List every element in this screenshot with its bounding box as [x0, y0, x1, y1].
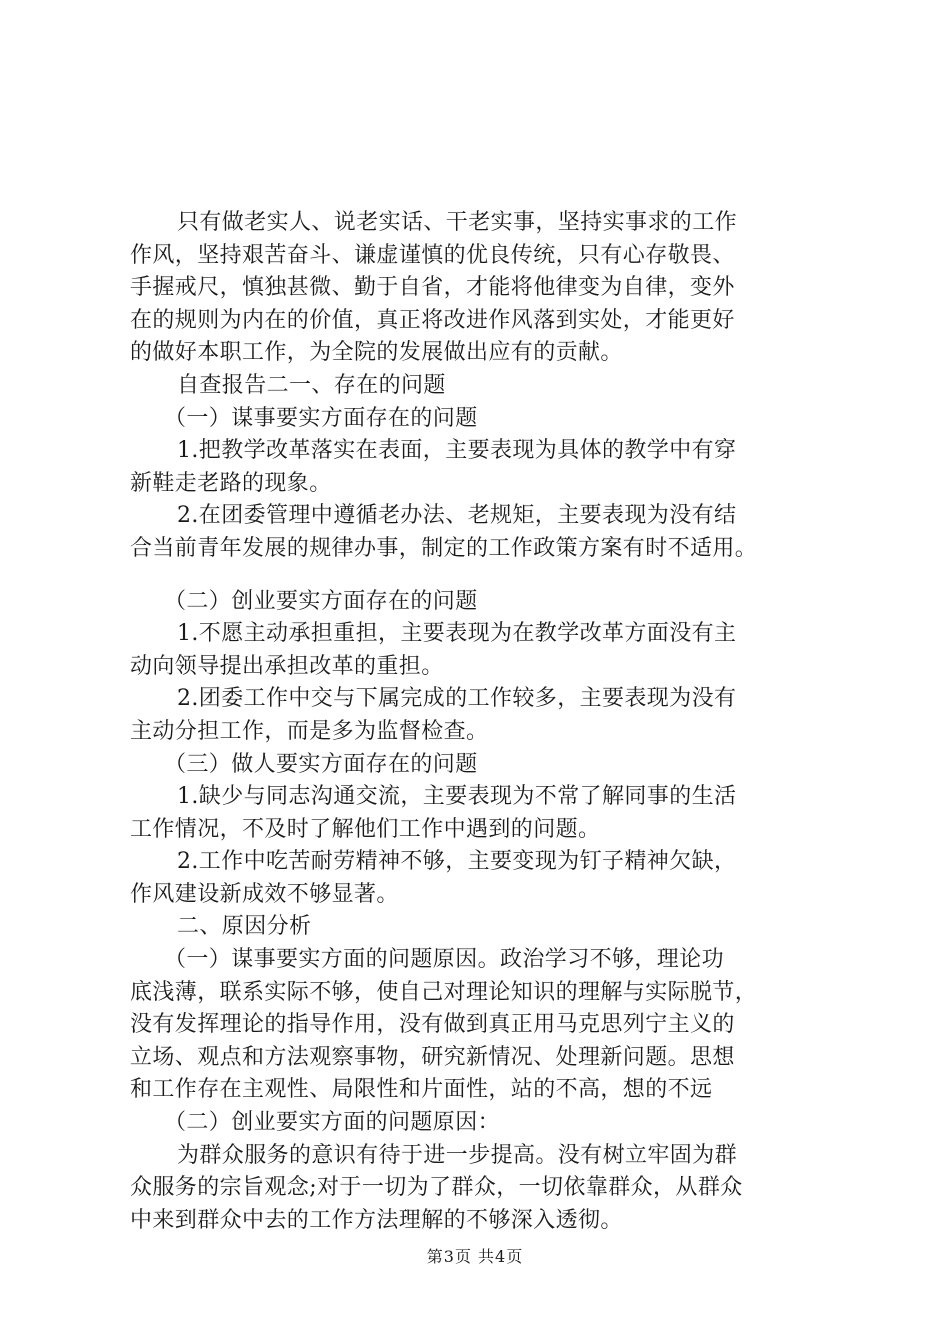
text-line: 2.团委工作中交与下属完成的工作较多，主要表现为没有 — [177, 686, 737, 712]
text-line: 在的规则为内在的价值，真正将改进作风落到实处，才能更好 — [130, 307, 735, 333]
text-line: 没有发挥理论的指导作用，没有做到真正用马克思列宁主义的 — [130, 1012, 735, 1038]
paragraph — [130, 944, 850, 1107]
paragraph — [130, 370, 850, 403]
page-footer: 第3页 共4页 — [426, 1247, 524, 1266]
text-line: （一）谋事要实方面存在的问题 — [164, 405, 478, 431]
paragraph — [130, 435, 850, 500]
paragraph — [130, 911, 850, 944]
paragraph — [130, 749, 850, 782]
text-line: 1.缺少与同志沟通交流，主要表现为不常了解同事的生活 — [177, 784, 737, 810]
text-line: 立场、观点和方法观察事物，研究新情况、处理新问题。思想 — [130, 1044, 735, 1070]
text-line: 作风建设新成效不够显著。 — [130, 881, 399, 907]
text-line: 动向领导提出承担改革的重担。 — [130, 653, 444, 679]
text-line: 作风，坚持艰苦奋斗、谦虚谨慎的优良传统，只有心存敬畏、 — [130, 242, 735, 268]
text-line: 自查报告二一、存在的问题 — [177, 372, 446, 398]
text-line: 1.不愿主动承担重担，主要表现为在教学改革方面没有主 — [177, 621, 737, 647]
paragraph — [130, 683, 850, 748]
text-line: 1.把教学改革落实在表面，主要表现为具体的教学中有穿 — [177, 438, 737, 464]
paragraph — [130, 1140, 850, 1238]
text-line: 新鞋走老路的现象。 — [130, 470, 332, 496]
text-line: 合当前青年发展的规律办事，制定的工作政策方案有时不适用。 — [130, 535, 758, 561]
document-body — [130, 207, 850, 1237]
paragraph — [130, 500, 850, 565]
text-line: 众服务的宗旨观念;对于一切为了群众，一切依靠群众，从群众 — [130, 1175, 743, 1201]
paragraph — [130, 781, 850, 846]
text-line: 2.在团委管理中遵循老办法、老规矩，主要表现为没有结 — [177, 503, 737, 529]
paragraph — [130, 846, 850, 911]
paragraph — [130, 403, 850, 436]
text-line: （二）创业要实方面的问题原因： — [164, 1110, 501, 1136]
paragraph — [130, 618, 850, 683]
text-line: 手握戒尺，慎独甚微、勤于自省，才能将他律变为自律，变外 — [130, 275, 735, 301]
paragraph-gap — [130, 566, 850, 586]
text-line: 主动分担工作，而是多为监督检查。 — [130, 718, 489, 744]
text-line: （三）做人要实方面存在的问题 — [164, 751, 478, 777]
paragraph — [130, 207, 850, 370]
text-line: 工作情况，不及时了解他们工作中遇到的问题。 — [130, 816, 601, 842]
text-line: （二）创业要实方面存在的问题 — [164, 588, 478, 614]
text-line: 为群众服务的意识有待于进一步提高。没有树立牢固为群 — [177, 1142, 738, 1168]
text-line: 底浅薄，联系实际不够，使自己对理论知识的理解与实际脱节， — [130, 979, 758, 1005]
text-line: （一）谋事要实方面的问题原因。政治学习不够，理论功 — [164, 947, 725, 973]
paragraph — [130, 1107, 850, 1140]
text-line: 2.工作中吃苦耐劳精神不够，主要变现为钉子精神欠缺， — [177, 849, 737, 875]
text-line: 只有做老实人、说老实话、干老实事，坚持实事求的工作 — [177, 210, 738, 235]
paragraph — [130, 586, 850, 619]
text-line: 二、原因分析 — [177, 914, 312, 940]
text-line: 中来到群众中去的工作方法理解的不够深入透彻。 — [130, 1207, 623, 1233]
text-line: 和工作存在主观性、局限性和片面性，站的不高，想的不远 — [130, 1077, 713, 1103]
text-line: 的做好本职工作，为全院的发展做出应有的贡献。 — [130, 340, 623, 366]
